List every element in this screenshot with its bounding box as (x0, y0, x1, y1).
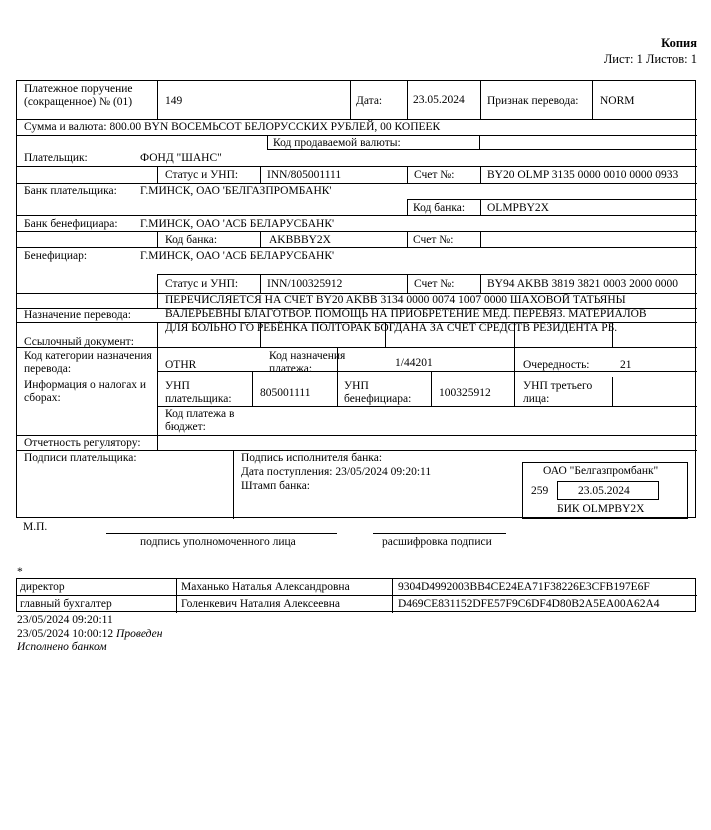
stamp-date: 23.05.2024 (578, 485, 630, 497)
purpose-line-1: ПЕРЕЧИСЛЯЕТСЯ НА СЧЕТ BY20 AKBB 3134 0000 0074 1007 0000 ШАХОВОЙ ТАТЬЯНЫ (165, 294, 626, 306)
signer-hash: 9304D4992003BB4CE24EA71F38226E3CFB197E6F (398, 581, 650, 593)
beneficiary-bank-code: AKBBBY2X (269, 234, 331, 246)
transfer-sign-label: Признак перевода: (487, 95, 579, 107)
payer-bank-code-label: Код банка: (413, 202, 466, 214)
purpose-code-label: Код назначения платежа: (269, 350, 346, 375)
payer-bank-code: OLMPBY2X (487, 202, 549, 214)
payer-unp-label: УНП плательщика: (165, 380, 232, 405)
bank-executor-label: Подпись исполнителя банка: (241, 452, 383, 464)
received-date: Дата поступления: 23/05/2024 09:20:11 (241, 466, 432, 478)
payer-account-label: Счет №: (414, 169, 455, 181)
signer-role: главный бухгалтер (20, 598, 112, 610)
stamp-code: 259 (531, 485, 549, 497)
regulator-label: Отчетность регулятору: (24, 437, 141, 449)
signer-name: Маханько Наталья Александровна (181, 581, 350, 593)
amount-text: Сумма и валюта: 800.00 BYN ВОСЕМЬСОТ БЕЛОРУССКИХ РУБЛЕЙ, 00 КОПЕЕК (24, 121, 441, 133)
order-number: 149 (165, 95, 183, 107)
beneficiary-account-label: Счет №: (414, 278, 455, 290)
beneficiary-status-label: Статус и УНП: (165, 278, 239, 290)
date-label: Дата: (356, 95, 383, 107)
beneficiary-label: Бенефициар: (24, 250, 88, 262)
stamp-date-box (557, 481, 659, 500)
signers-table (16, 578, 696, 612)
sheet-count: Лист: 1 Листов: 1 (603, 52, 697, 66)
beneficiary-bank-code-label: Код банка: (165, 234, 218, 246)
priority-label: Очередность: (523, 359, 590, 371)
mp-label: М.П. (23, 521, 48, 533)
payer-status: INN/805001111 (267, 169, 342, 181)
log-timestamp: 23/05/2024 09:20:11 (17, 614, 113, 626)
log-processed-time: 23/05/2024 10:00:12 (17, 628, 114, 640)
signer-hash: D469CE831152DFE57F9C6DF4D80B2A5EA00A62A4 (398, 598, 660, 610)
log-executed: Исполнено банком (17, 641, 107, 653)
transfer-sign: NORM (600, 95, 635, 107)
stamp-bic: БИК OLMPBY2X (557, 503, 645, 515)
log-processed (17, 628, 162, 641)
document-copy-title: Копия (661, 36, 697, 50)
decoding-caption: расшифровка подписи (382, 536, 492, 548)
signer-role: директор (20, 581, 65, 593)
purpose-line-2: ВАЛЕРЬЕВНЫ БЛАГОТВОР. ПОМОЩЬ НА ПРИОБРЕТЕНИЕ МЕД. ПЕРЕВЯЗ. МАТЕРИАЛОВ (165, 308, 647, 320)
signer-name: Голенкевич Наталия Алексеевна (181, 598, 341, 610)
purpose-code: 1/44201 (395, 357, 433, 369)
budget-code-label: Код платежа в бюджет: (165, 408, 235, 433)
bank-stamp-label: Штамп банка: (241, 480, 310, 492)
payer-bank-label: Банк плательщика: (24, 185, 117, 197)
third-party-unp-label: УНП третьего лица: (523, 380, 593, 405)
beneficiary-status: INN/100325912 (267, 278, 343, 290)
beneficiary-bank-name: Г.МИНСК, ОАО 'АСБ БЕЛАРУСБАНК' (140, 218, 335, 230)
payer-name: ФОНД "ШАНС" (140, 152, 222, 164)
auth-signature-line (106, 533, 337, 534)
purpose-label: Назначение перевода: (24, 309, 131, 321)
bank-stamp (522, 462, 688, 519)
beneficiary-bank-account-label: Счет №: (413, 234, 454, 246)
asterisk-mark: * (17, 566, 23, 578)
payer-label: Плательщик: (24, 152, 88, 164)
beneficiary-name: Г.МИНСК, ОАО 'АСБ БЕЛАРУСБАНК' (140, 250, 335, 262)
reference-label: Ссылочный документ: (24, 336, 134, 348)
beneficiary-bank-label: Банк бенефициара: (24, 218, 118, 230)
beneficiary-account: BY94 AKBB 3819 3821 0003 2000 0000 (487, 278, 679, 290)
payment-order-form (16, 80, 696, 518)
category-label: Код категории назначения перевода: (24, 350, 152, 375)
category-value: OTHR (165, 359, 197, 371)
sold-currency-label: Код продаваемой валюты: (273, 137, 401, 149)
order-label: Платежное поручение (сокращенное) № (01) (24, 83, 133, 108)
payer-unp: 805001111 (260, 387, 311, 399)
priority-value: 21 (620, 359, 632, 371)
payer-signatures-label: Подписи плательщика: (24, 452, 137, 464)
payer-status-label: Статус и УНП: (165, 169, 239, 181)
purpose-line-3: ДЛЯ БОЛЬНО ГО РЕБЁНКА ПОЛТОРАК БОГДАНА ЗА СЧЕТ СРЕДСТВ РЕЗИДЕНТА РБ. (165, 322, 618, 334)
decoding-line (373, 533, 506, 534)
payer-account: BY20 OLMP 3135 0000 0010 0000 0933 (487, 169, 679, 181)
stamp-bank-name: ОАО "Белгазпромбанк" (543, 465, 659, 477)
beneficiary-unp-label: УНП бенефициара: (344, 380, 412, 405)
order-date: 23.05.2024 (413, 94, 465, 106)
log-processed-status: Проведен (116, 628, 163, 640)
auth-signature-caption: подпись уполномоченного лица (140, 536, 296, 548)
beneficiary-unp: 100325912 (439, 387, 491, 399)
payer-bank-name: Г.МИНСК, ОАО 'БЕЛГАЗПРОМБАНК' (140, 185, 332, 197)
taxes-label: Информация о налогах и сборах: (24, 379, 147, 404)
